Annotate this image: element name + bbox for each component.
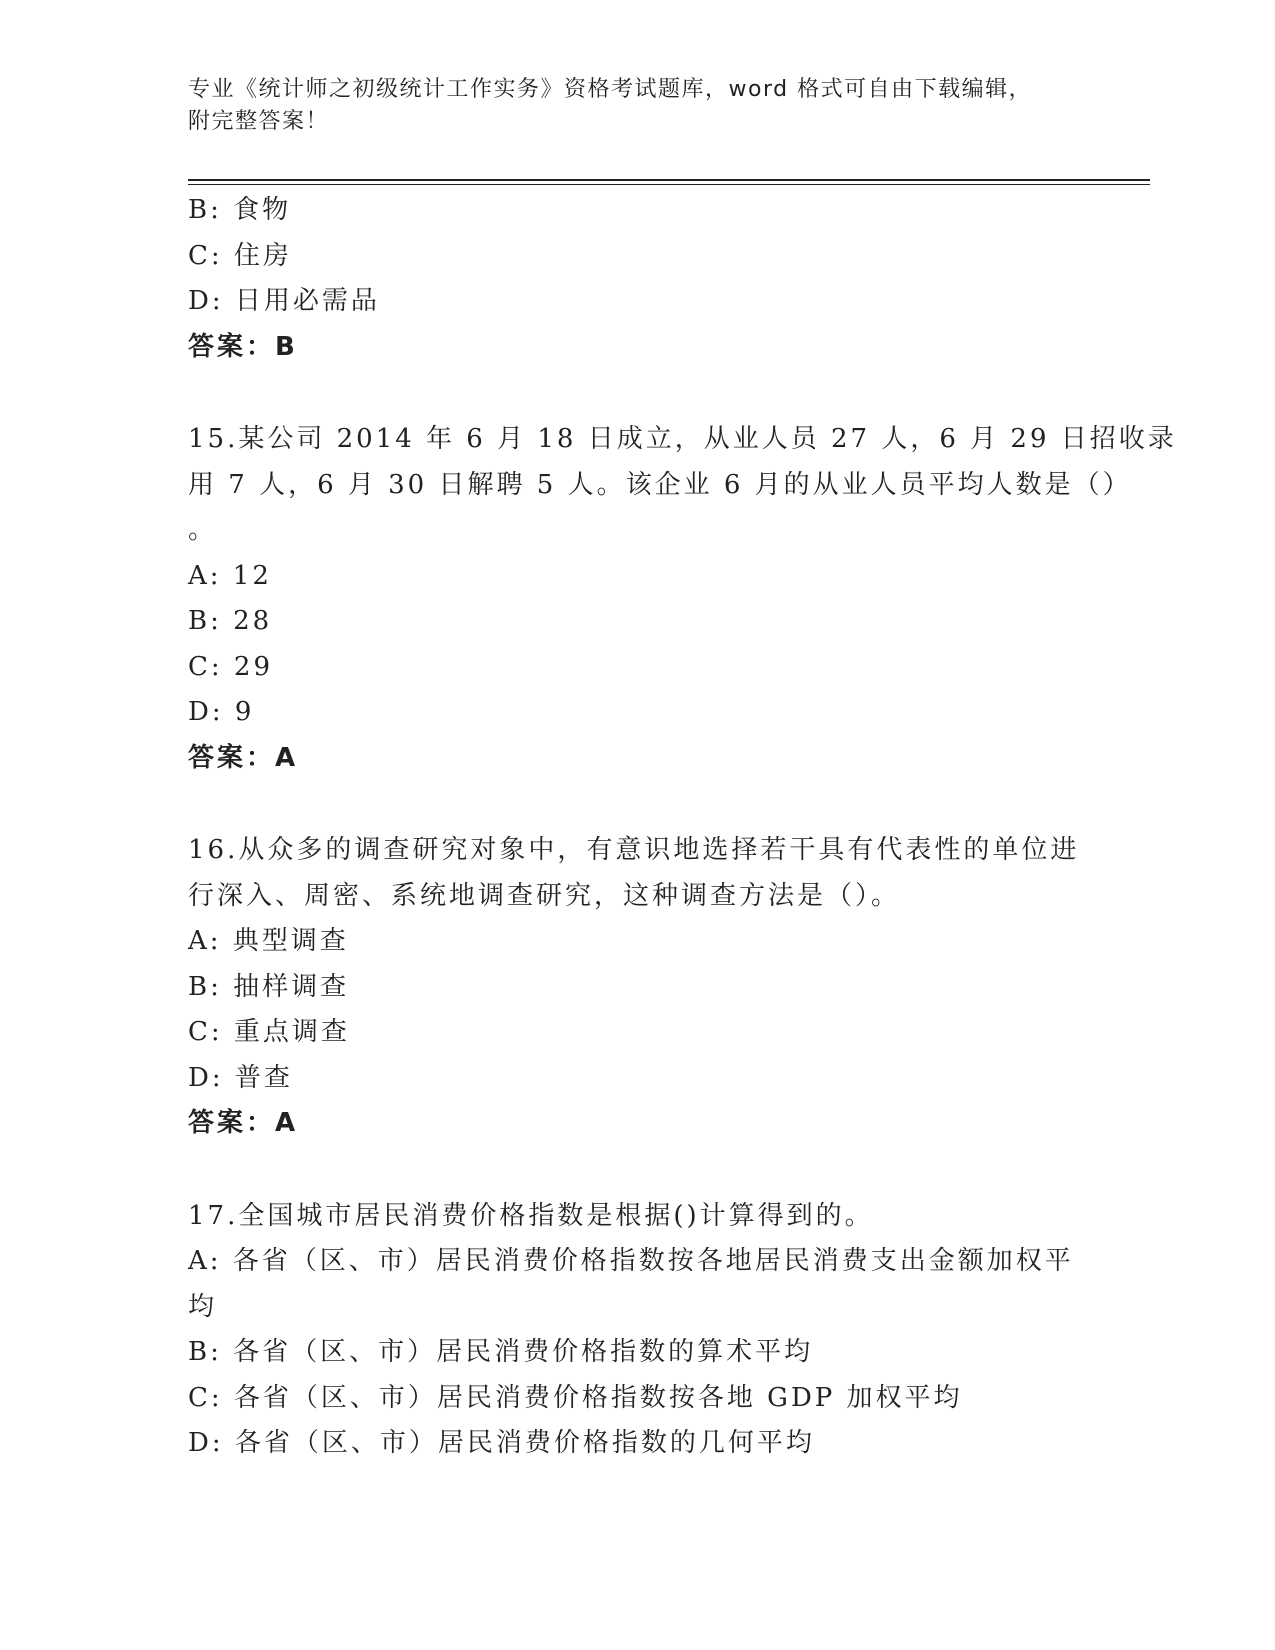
option-c: C: 住房	[188, 240, 292, 271]
question-content	[188, 188, 1177, 1467]
option-b: B: 各省（区、市）居民消费价格指数的算术平均	[188, 1337, 814, 1367]
question-15	[188, 417, 1177, 781]
option-c: C: 29	[188, 651, 274, 682]
option-d: D: 各省（区、市）居民消费价格指数的几何平均	[188, 1428, 815, 1458]
header-divider-thick	[188, 179, 1150, 181]
option-c: C: 各省（区、市）居民消费价格指数按各地 GDP 加权平均	[188, 1382, 963, 1413]
option-b: B: 28	[188, 606, 273, 636]
question-16	[188, 828, 1088, 1147]
question-text: 用 7 人，6 月 30 日解聘 5 人。该企业 6 月的从业人员平均人数是（）	[188, 469, 1132, 500]
answer-line: 答案：A	[188, 1108, 299, 1138]
question-text: 17.全国城市居民消费价格指数是根据()计算得到的。	[188, 1200, 874, 1231]
question-text: 16.从众多的调查研究对象中，有意识地选择若干具有代表性的单位进	[188, 835, 1080, 865]
header-line-1: 专业《统计师之初级统计工作实务》资格考试题库，word 格式可自由下载编辑，	[188, 77, 1033, 102]
question-text: 15.某公司 2014 年 6 月 18 日成立，从业人员 27 人，6 月 29 日招收录	[188, 424, 1177, 454]
option-b: B: 食物	[188, 195, 292, 225]
header-divider-thin	[188, 184, 1150, 185]
option-a: A: 各省（区、市）居民消费价格指数按各地居民消费支出金额加权平	[188, 1246, 1074, 1276]
question-text: 行深入、周密、系统地调查研究，这种调查方法是（）。	[188, 880, 901, 911]
option-c: C: 重点调查	[188, 1017, 350, 1047]
document-header	[188, 74, 1088, 138]
answer-line: 答案：A	[188, 742, 299, 773]
option-a: A: 12	[188, 560, 272, 591]
question-17	[188, 1194, 1088, 1467]
prev-question-block	[188, 188, 1088, 370]
answer-line: 答案：B	[188, 331, 298, 362]
option-d: D: 日用必需品	[188, 286, 380, 316]
option-b: B: 抽样调查	[188, 971, 350, 1002]
option-d: D: 普查	[188, 1062, 293, 1093]
option-a-continued: 均	[188, 1291, 218, 1322]
header-line-2: 附完整答案！	[188, 109, 330, 134]
question-text: 。	[188, 515, 218, 545]
option-d: D: 9	[188, 697, 255, 727]
option-a: A: 典型调查	[188, 926, 349, 956]
